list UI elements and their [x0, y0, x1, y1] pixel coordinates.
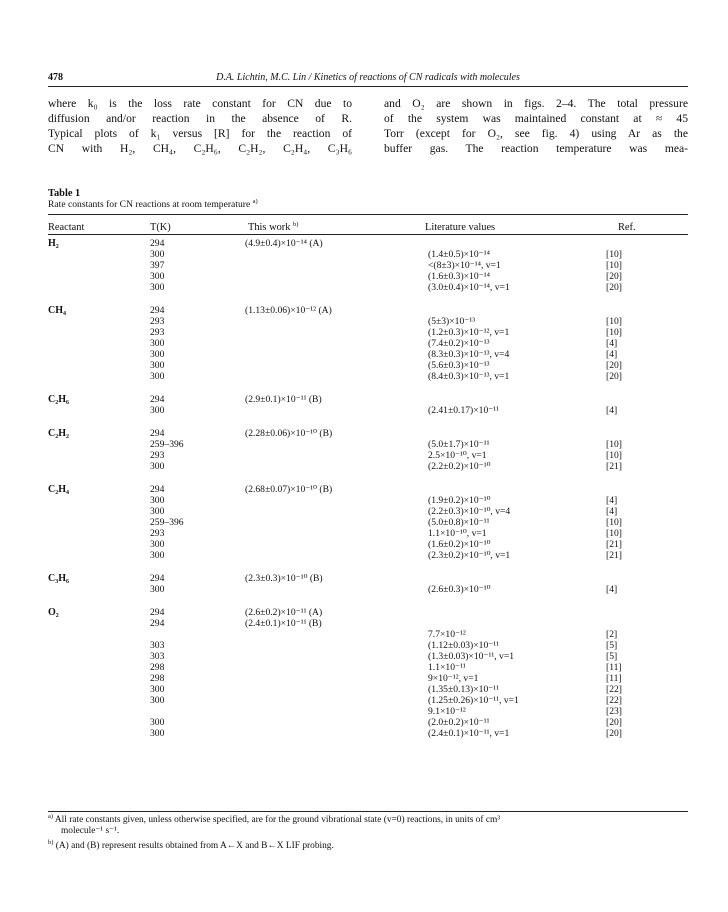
cell-reference: [4] [606, 495, 618, 506]
cell-temperature: 294 [150, 618, 165, 629]
cell-literature-value: (2.2±0.2)×10⁻¹⁰ [428, 461, 491, 472]
cell-temperature: 300 [150, 338, 165, 349]
cell-temperature: 300 [150, 717, 165, 728]
cell-reference: [20] [606, 717, 622, 728]
cell-reactant: C₃H₆ [48, 573, 69, 584]
cell-literature-value: (1.2±0.3)×10⁻¹², v=1 [428, 327, 510, 338]
cell-literature-value: (5.0±1.7)×10⁻¹¹ [428, 439, 490, 450]
body-line: Typical plots of k₁ versus [R] for the reaction of [48, 127, 352, 140]
cell-temperature: 300 [150, 495, 165, 506]
cell-temperature: 298 [150, 673, 165, 684]
footnote-a [48, 815, 688, 837]
cell-literature-value: (1.6±0.3)×10⁻¹⁴ [428, 271, 490, 282]
cell-reference: [11] [606, 673, 622, 684]
cell-temperature: 300 [150, 550, 165, 561]
cell-temperature: 300 [150, 684, 165, 695]
cell-temperature: 300 [150, 249, 165, 260]
body-line: CN with H₂, CH₄, C₂H₆, C₂H₂, C₂H₄, C₃H₆ [48, 142, 352, 155]
cell-temperature: 259–396 [150, 517, 184, 528]
cell-this-work: (2.9±0.1)×10⁻¹¹ (B) [245, 394, 322, 405]
footnote-mark: b) [48, 839, 54, 846]
cell-this-work: (2.3±0.3)×10⁻¹⁰ (B) [245, 573, 323, 584]
cell-temperature: 300 [150, 584, 165, 595]
cell-reactant: C₂H₂ [48, 428, 69, 439]
cell-temperature: 293 [150, 327, 165, 338]
cell-reference: [4] [606, 338, 618, 349]
cell-literature-value: (1.3±0.03)×10⁻¹¹, v=1 [428, 651, 515, 662]
cell-reference: [10] [606, 316, 622, 327]
cell-reference: [5] [606, 651, 618, 662]
cell-temperature: 300 [150, 405, 165, 416]
cell-literature-value: (1.9±0.2)×10⁻¹⁰ [428, 495, 491, 506]
cell-temperature: 300 [150, 539, 165, 550]
body-line: diffusion and/or reaction in the absence of R. [48, 112, 352, 125]
cell-literature-value: 2.5×10⁻¹⁰, v=1 [428, 450, 487, 461]
cell-temperature: 298 [150, 662, 165, 673]
cell-reactant: CH₄ [48, 305, 66, 316]
cell-temperature: 294 [150, 428, 165, 439]
cell-temperature: 397 [150, 260, 165, 271]
cell-literature-value: 1.1×10⁻¹⁰, v=1 [428, 528, 487, 539]
this-work-label: This work [248, 222, 291, 233]
page-number: 478 [48, 72, 63, 83]
cell-reference: [11] [606, 662, 622, 673]
cell-temperature: 293 [150, 316, 165, 327]
cell-literature-value: (1.25±0.26)×10⁻¹¹, v=1 [428, 695, 519, 706]
cell-temperature: 300 [150, 695, 165, 706]
cell-reference: [4] [606, 584, 618, 595]
cell-temperature: 293 [150, 528, 165, 539]
body-text-right-column [384, 96, 688, 156]
cell-literature-value: <(8±3)×10⁻¹⁴, v=1 [428, 260, 501, 271]
cell-temperature: 303 [150, 640, 165, 651]
body-line: where k₀ is the loss rate constant for CN due to [48, 97, 352, 110]
cell-temperature: 294 [150, 305, 165, 316]
cell-temperature: 300 [150, 349, 165, 360]
cell-reference: [20] [606, 728, 622, 739]
cell-literature-value: 1.1×10⁻¹¹ [428, 662, 466, 673]
cell-temperature: 294 [150, 238, 165, 249]
table-header-rule [48, 234, 688, 235]
col-header-ref: Ref. [618, 222, 636, 233]
cell-temperature: 300 [150, 461, 165, 472]
cell-reactant: H₂ [48, 238, 59, 249]
col-header-literature: Literature values [425, 222, 496, 233]
cell-this-work: (2.28±0.06)×10⁻¹⁰ (B) [245, 428, 333, 439]
header-rule [48, 86, 688, 87]
cell-reference: [21] [606, 550, 622, 561]
this-work-footnote-mark: b) [293, 221, 299, 228]
cell-reference: [10] [606, 517, 622, 528]
cell-literature-value: (3.0±0.4)×10⁻¹⁴, v=1 [428, 282, 510, 293]
cell-literature-value: 9.1×10⁻¹² [428, 706, 466, 717]
cell-reference: [20] [606, 371, 622, 382]
cell-reference: [20] [606, 282, 622, 293]
cell-reference: [23] [606, 706, 622, 717]
footnote-b [48, 841, 688, 852]
cell-this-work: (4.9±0.4)×10⁻¹⁴ (A) [245, 238, 323, 249]
cell-literature-value: (1.35±0.13)×10⁻¹¹ [428, 684, 500, 695]
cell-literature-value: (1.6±0.2)×10⁻¹⁰ [428, 539, 491, 550]
table-caption [48, 199, 258, 210]
cell-this-work: (2.6±0.2)×10⁻¹¹ (A) [245, 607, 323, 618]
cell-temperature: 294 [150, 394, 165, 405]
cell-literature-value: (8.3±0.3)×10⁻¹³, v=4 [428, 349, 510, 360]
col-header-reactant: Reactant [48, 222, 85, 233]
cell-temperature: 293 [150, 450, 165, 461]
cell-literature-value: (2.6±0.3)×10⁻¹⁰ [428, 584, 491, 595]
body-line: buffer gas. The reaction temperature was mea- [384, 142, 688, 155]
cell-reference: [20] [606, 271, 622, 282]
cell-literature-value: (2.41±0.17)×10⁻¹¹ [428, 405, 500, 416]
cell-reference: [21] [606, 461, 622, 472]
body-line: Torr (except for O₂, see fig. 4) using Ar as the [384, 127, 688, 140]
table-bottom-rule [48, 811, 688, 812]
cell-reference: [10] [606, 327, 622, 338]
table-top-rule [48, 214, 688, 215]
cell-temperature: 300 [150, 271, 165, 282]
cell-literature-value: (5±3)×10⁻¹³ [428, 316, 476, 327]
cell-literature-value: (1.4±0.5)×10⁻¹⁴ [428, 249, 490, 260]
cell-this-work: (2.4±0.1)×10⁻¹¹ (B) [245, 618, 322, 629]
body-text-left-column [48, 96, 352, 156]
cell-literature-value: (7.4±0.2)×10⁻¹³ [428, 338, 490, 349]
cell-temperature: 300 [150, 371, 165, 382]
cell-reference: [10] [606, 528, 622, 539]
cell-literature-value: (1.12±0.03)×10⁻¹¹ [428, 640, 500, 651]
cell-reference: [20] [606, 360, 622, 371]
cell-temperature: 303 [150, 651, 165, 662]
table-caption-text: Rate constants for CN reactions at room temperature [48, 199, 251, 210]
cell-literature-value: (2.4±0.1)×10⁻¹¹, v=1 [428, 728, 510, 739]
body-line: and O₂ are shown in figs. 2–4. The total pressure [384, 97, 688, 110]
cell-literature-value: (2.0±0.2)×10⁻¹¹ [428, 717, 490, 728]
cell-temperature: 294 [150, 607, 165, 618]
body-line: of the system was maintained constant at ≈ 45 [384, 112, 688, 125]
cell-temperature: 300 [150, 728, 165, 739]
cell-reference: [10] [606, 450, 622, 461]
cell-reference: [2] [606, 629, 618, 640]
col-header-temp: T(K) [150, 222, 171, 233]
cell-this-work: (1.13±0.06)×10⁻¹² (A) [245, 305, 332, 316]
cell-literature-value: (8.4±0.3)×10⁻¹³, v=1 [428, 371, 510, 382]
cell-reference: [10] [606, 260, 622, 271]
footnote-mark: a) [48, 813, 54, 820]
cell-reference: [21] [606, 539, 622, 550]
running-title: D.A. Lichtin, M.C. Lin / Kinetics of reactions of CN radicals with molecules [216, 72, 520, 83]
cell-literature-value: (5.6±0.3)×10⁻¹³ [428, 360, 490, 371]
cell-literature-value: (2.2±0.3)×10⁻¹⁰, v=4 [428, 506, 511, 517]
cell-reactant: O₂ [48, 607, 59, 618]
cell-this-work: (2.68±0.07)×10⁻¹⁰ (B) [245, 484, 333, 495]
cell-temperature: 294 [150, 573, 165, 584]
cell-reference: [4] [606, 405, 618, 416]
footnote-text: All rate constants given, unless otherwise specified, are for the ground vibrational state (v=0) reactions, in units of cm³ [54, 815, 501, 825]
cell-reference: [5] [606, 640, 618, 651]
cell-temperature: 300 [150, 282, 165, 293]
table-title: Table 1 [48, 188, 81, 199]
cell-literature-value: 9×10⁻¹², v=1 [428, 673, 479, 684]
cell-reactant: C₂H₆ [48, 394, 69, 405]
cell-reference: [10] [606, 439, 622, 450]
cell-literature-value: (5.0±0.8)×10⁻¹¹ [428, 517, 490, 528]
cell-literature-value: (2.3±0.2)×10⁻¹⁰, v=1 [428, 550, 511, 561]
cell-temperature: 300 [150, 360, 165, 371]
footnote-text-continued: molecule⁻¹ s⁻¹. [61, 826, 120, 836]
cell-temperature: 294 [150, 484, 165, 495]
cell-reference: [10] [606, 249, 622, 260]
cell-reference: [22] [606, 695, 622, 706]
cell-reactant: C₂H₄ [48, 484, 69, 495]
footnote-text: (A) and (B) represent results obtained from A←X and B←X LIF probing. [55, 841, 334, 851]
cell-reference: [4] [606, 349, 618, 360]
cell-reference: [4] [606, 506, 618, 517]
cell-temperature: 259–396 [150, 439, 184, 450]
caption-footnote-mark: a) [252, 198, 258, 205]
cell-reference: [22] [606, 684, 622, 695]
cell-literature-value: 7.7×10⁻¹² [428, 629, 466, 640]
cell-temperature: 300 [150, 506, 165, 517]
col-header-this-work [248, 222, 298, 233]
